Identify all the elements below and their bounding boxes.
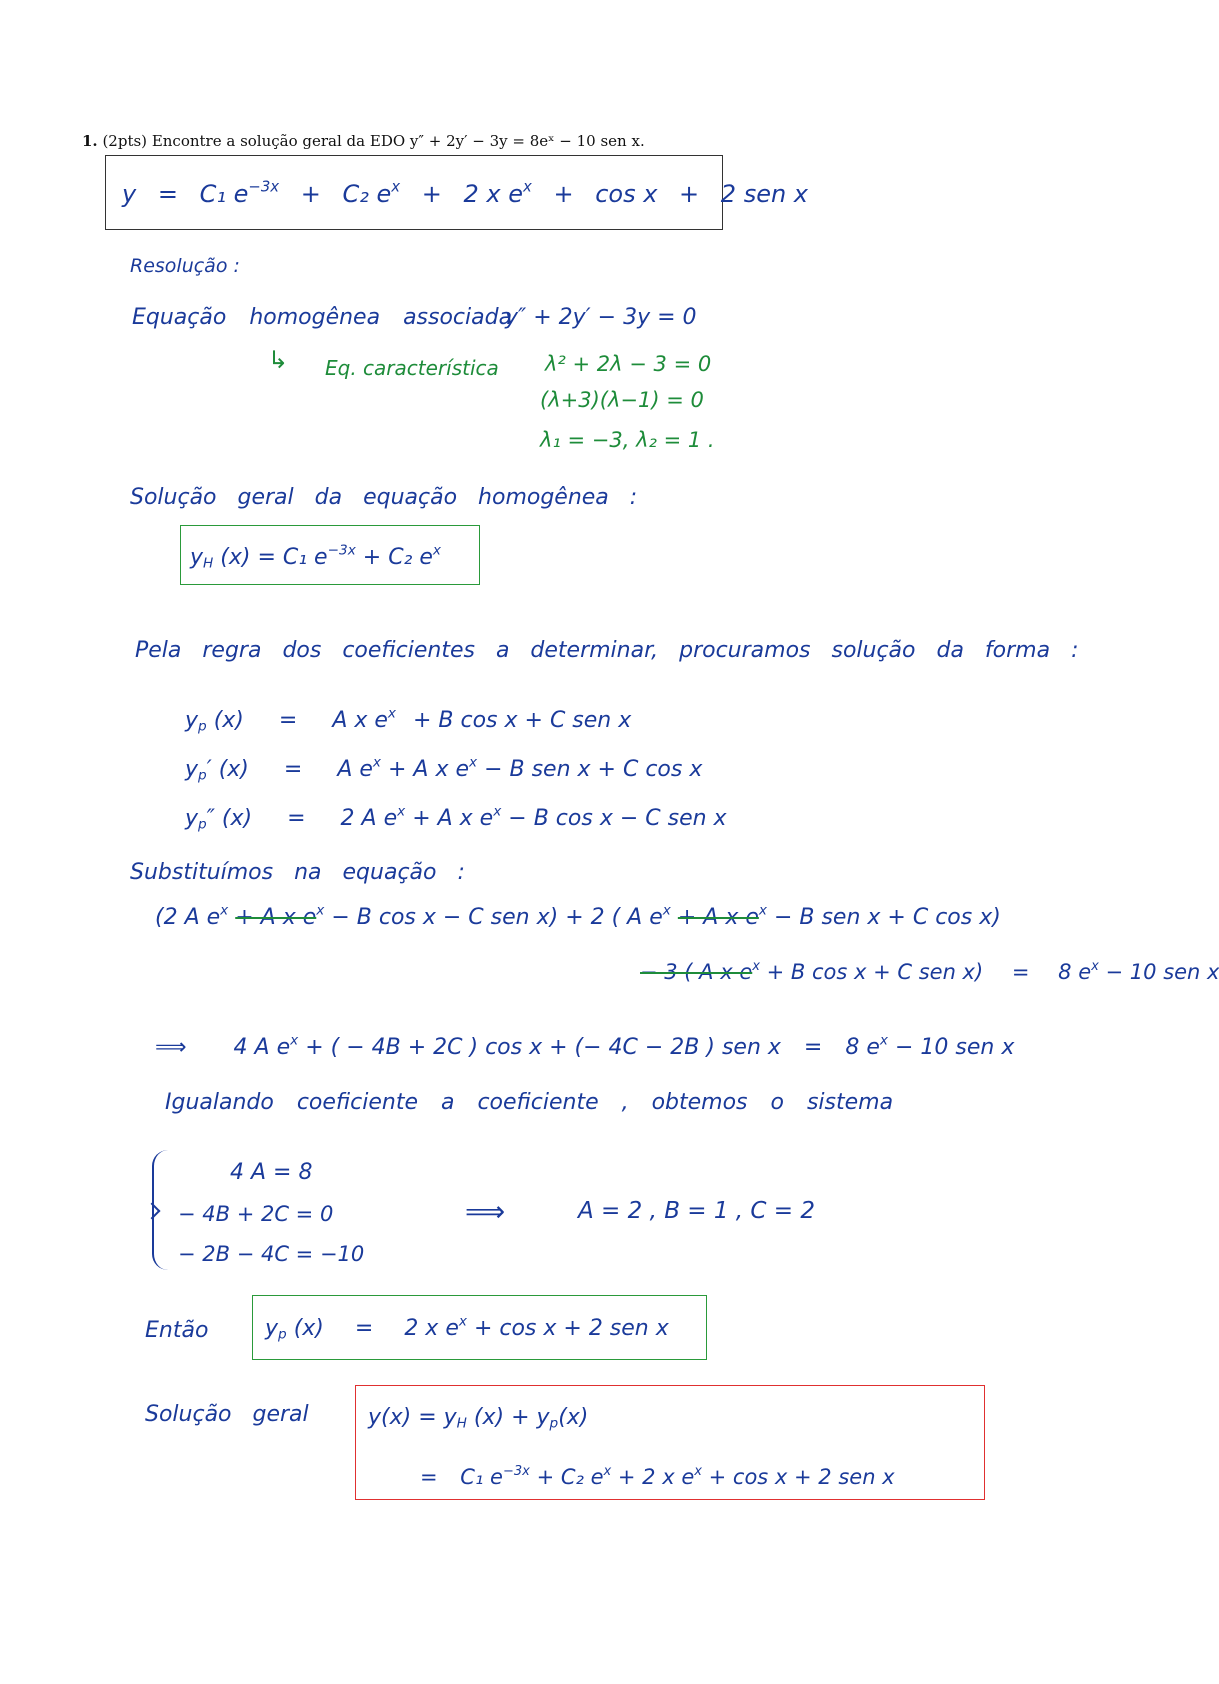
yp-double-prime-line: $y_p''$ (x) = 2 A $e^x + A$ x $e^x - B$ cos x − C sen x bbox=[185, 803, 727, 833]
resolucao-heading: Resolução : bbox=[130, 255, 240, 277]
entao-label: Então bbox=[145, 1318, 209, 1343]
homogenea-equation: y″ + 2y′ − 3y = 0 bbox=[505, 305, 697, 330]
substituicao-line-1: (2 A $e^x + A$ x $e^x - B$ cos x − C sen x) + 2 ( A $e^x + A$ x $e^x - B$ sen x + C cos x) bbox=[155, 902, 1001, 930]
caracteristica-fatorada: (λ+3)(λ−1) = 0 bbox=[540, 388, 704, 412]
resultado-line: ⟹ 4 A $e^x$ + ( − 4B + 2C ) cos x + (− 4C − 2B ) sen x = 8 $e^x - 10$ sen x bbox=[155, 1032, 1015, 1060]
substituimos-label: Substituímos na equação : bbox=[130, 860, 465, 885]
yp-prime-line: $y_p'$ (x) = A $e^x + A$ x $e^x - B$ sen x + C cos x bbox=[185, 754, 703, 784]
question-text: Encontre a solução geral da EDO y″ + 2y′ − 3y = 8eˣ − 10 sen x. bbox=[151, 132, 645, 150]
cancelled-term-3: − 3 ( A x e bbox=[640, 960, 753, 984]
caracteristica-label: Eq. característica bbox=[325, 356, 499, 380]
arrow-icon: ↳ bbox=[268, 346, 289, 374]
igualando-text: Igualando coeficiente a coeficiente , obtemos o sistema bbox=[165, 1090, 894, 1115]
solucao-geral-line-1: $y(x) = y_H$ $(x) + y_p(x)$ bbox=[368, 1405, 589, 1432]
answer-expression: y = C₁ $e^{-3x} + C_2$ $e^x + 2$ x $e^x + \cos x + 2$ sen x bbox=[122, 177, 809, 208]
question-statement bbox=[82, 132, 645, 150]
sistema-eq2: − 4B + 2C = 0 bbox=[178, 1202, 334, 1226]
solucao-homogenea-expression: $y_H$ (x) = C₁ $e^{-3x} + C_2$ $e^x$ bbox=[190, 542, 441, 572]
solucao-geral-line-2: = C₁ $e^{-3x} + C_2$ $e^x + 2$ x $e^x + \cos x + 2$ sen x bbox=[420, 1463, 895, 1489]
caracteristica-raizes: λ₁ = −3, λ₂ = 1 . bbox=[540, 428, 715, 452]
homogenea-label: Equação homogênea associada bbox=[132, 305, 513, 330]
regra-text: Pela regra dos coeficientes a determinar, procuramos solução da forma : bbox=[135, 638, 1079, 663]
sistema-eq1: 4 A = 8 bbox=[230, 1160, 313, 1185]
sistema-solucao: A = 2 , B = 1 , C = 2 bbox=[578, 1198, 816, 1224]
particular-solution: $y_p$ (x) = 2 x $e^x + \cos x + 2$ sen x bbox=[265, 1313, 669, 1343]
substituicao-line-2: − 3 ( A x $e^x + B$ cos x + C sen x) = 8 $e^x - 10$ sen x bbox=[640, 958, 1219, 984]
sistema-eq3: − 2B − 4C = −10 bbox=[178, 1242, 365, 1266]
yp-line: $y_p$ (x) = A x $e^x + B$ cos x + C sen x bbox=[185, 705, 632, 735]
solucao-geral-label: Solução geral bbox=[145, 1402, 309, 1427]
question-points: (2pts) bbox=[102, 132, 148, 150]
caracteristica-equation: λ² + 2λ − 3 = 0 bbox=[545, 352, 712, 376]
cancelled-term-1: + A x e bbox=[235, 905, 317, 930]
sistema-arrow: ⟹ bbox=[465, 1195, 506, 1228]
question-number: 1. bbox=[82, 132, 98, 150]
solucao-homogenea-label: Solução geral da equação homogênea : bbox=[130, 485, 638, 510]
cancelled-term-2: + A x e bbox=[677, 905, 759, 930]
